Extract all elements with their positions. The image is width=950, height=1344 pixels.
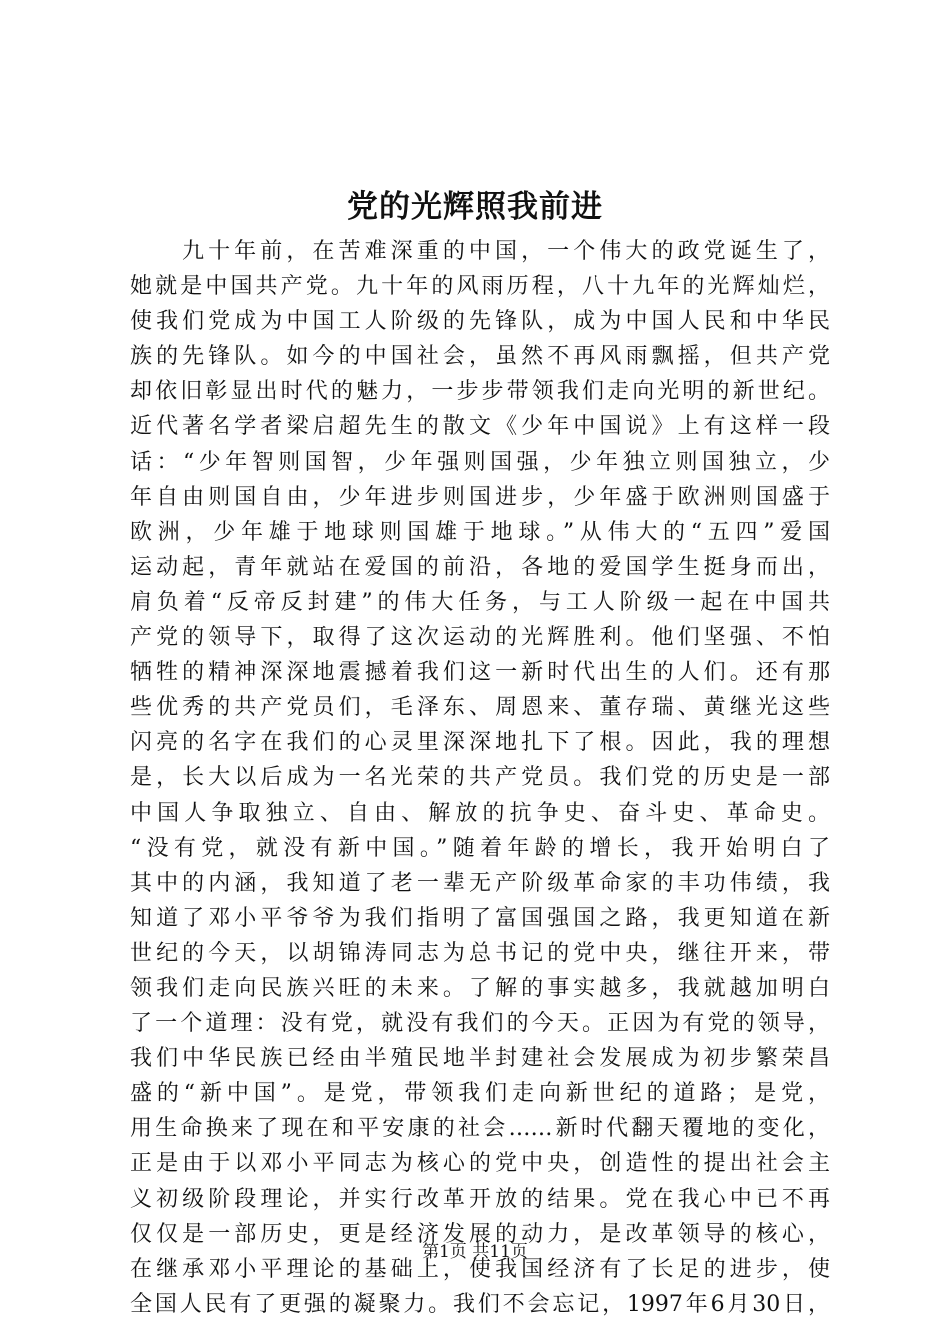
body-line: 九十年前，在苦难深重的中国，一个伟大的政党诞生了， <box>182 239 830 264</box>
page-number-footer: 第1页 共11页 <box>422 1242 528 1262</box>
body-line: 她就是中国共产党。九十年的风雨历程，八十九年的光辉灿烂， <box>130 274 830 300</box>
body-line: 世纪的今天，以胡锦涛同志为总书记的党中央，继往开来，带 <box>130 940 830 966</box>
body-line: 义初级阶段理论，并实行改革开放的结果。党在我心中已不再 <box>130 1186 830 1212</box>
body-line: 运动起，青年就站在爱国的前沿，各地的爱国学生挺身而出， <box>130 554 830 580</box>
body-line: 些优秀的共产党员们，毛泽东、周恩来、董存瑞、黄继光这些 <box>130 695 830 721</box>
body-line: 盛的“新中国”。是党，带领我们走向新世纪的道路；是党， <box>130 1081 830 1107</box>
body-line: 牺牲的精神深深地震撼着我们这一新时代出生的人们。还有那 <box>130 660 830 686</box>
body-line: “没有党，就没有新中国。”随着年龄的增长，我开始明白了 <box>130 835 830 861</box>
body-line: 族的先锋队。如今的中国社会，虽然不再风雨飘摇，但共产党 <box>130 344 830 370</box>
body-line: 我们中华民族已经由半殖民地半封建社会发展成为初步繁荣昌 <box>130 1046 830 1072</box>
body-line: 了一个道理：没有党，就没有我们的今天。正因为有党的领导， <box>130 1011 830 1037</box>
body-line: 知道了邓小平爷爷为我们指明了富国强国之路，我更知道在新 <box>130 905 830 931</box>
body-line: 闪亮的名字在我们的心灵里深深地扎下了根。因此，我的理想 <box>130 730 830 756</box>
body-line: 年自由则国自由，少年进步则国进步，少年盛于欧洲则国盛于 <box>130 484 830 510</box>
body-line: 正是由于以邓小平同志为核心的党中央，创造性的提出社会主 <box>130 1151 830 1177</box>
body-line: 产党的领导下，取得了这次运动的光辉胜利。他们坚强、不怕 <box>130 625 830 651</box>
body-line: 近代著名学者梁启超先生的散文《少年中国说》上有这样一段 <box>130 414 830 440</box>
document-body <box>130 234 830 1322</box>
body-line: 仅仅是一部历史，更是经济发展的动力，是改革领导的核心， <box>130 1221 830 1247</box>
body-line: 领我们走向民族兴旺的未来。了解的事实越多，我就越加明白 <box>130 975 830 1001</box>
body-line: 欧洲，少年雄于地球则国雄于地球。”从伟大的“五四”爱国 <box>130 519 830 545</box>
body-line: 其中的内涵，我知道了老一辈无产阶级革命家的丰功伟绩，我 <box>130 870 830 896</box>
body-line: 使我们党成为中国工人阶级的先锋队，成为中国人民和中华民 <box>130 309 830 335</box>
body-line: 却依旧彰显出时代的魅力，一步步带领我们走向光明的新世纪。 <box>130 379 830 405</box>
body-line: 是，长大以后成为一名光荣的共产党员。我们党的历史是一部 <box>130 765 830 791</box>
body-line: 用生命换来了现在和平安康的社会……新时代翻天覆地的变化， <box>130 1116 830 1142</box>
document-title: 党的光辉照我前进 <box>347 189 603 225</box>
body-line: 全国人民有了更强的凝聚力。我们不会忘记，1997年6月30日， <box>130 1291 830 1317</box>
body-line: 中国人争取独立、自由、解放的抗争史、奋斗史、革命史。 <box>130 800 830 826</box>
body-line: 话：“少年智则国智，少年强则国强，少年独立则国独立，少 <box>130 449 830 475</box>
body-line: 在继承邓小平理论的基础上，使我国经济有了长足的进步，使 <box>130 1256 830 1282</box>
body-line: 肩负着“反帝反封建”的伟大任务，与工人阶级一起在中国共 <box>130 589 830 615</box>
